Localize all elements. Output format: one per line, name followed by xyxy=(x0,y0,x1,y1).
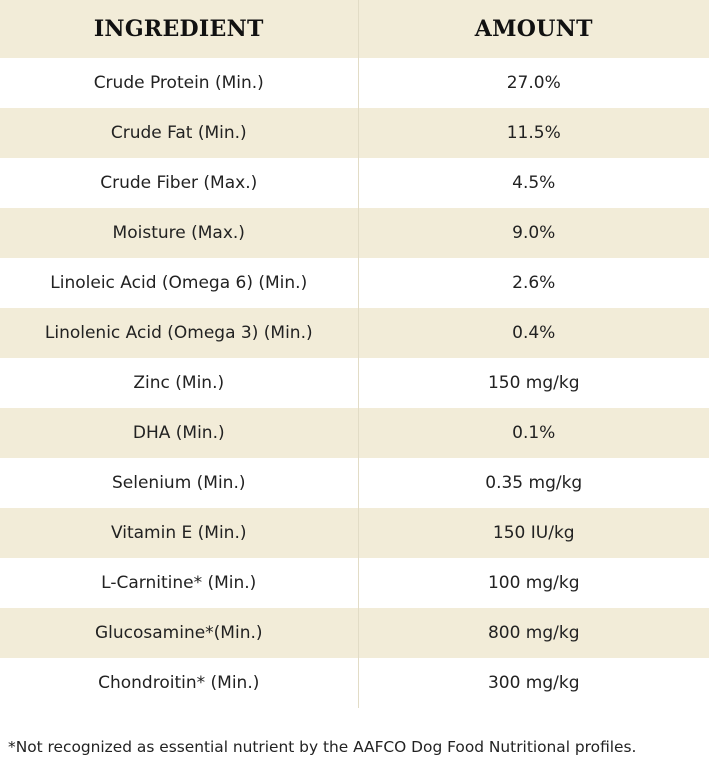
amount-cell: 800 mg/kg xyxy=(358,608,709,658)
table-row xyxy=(0,158,709,208)
table-row xyxy=(0,458,709,508)
amount-cell: 100 mg/kg xyxy=(358,558,709,608)
amount-cell: 150 IU/kg xyxy=(358,508,709,558)
ingredient-cell: DHA (Min.) xyxy=(0,408,358,458)
amount-cell: 2.6% xyxy=(358,258,709,308)
table-row xyxy=(0,108,709,158)
header-amount: AMOUNT xyxy=(358,0,709,58)
amount-cell: 0.4% xyxy=(358,308,709,358)
ingredient-cell: Linolenic Acid (Omega 3) (Min.) xyxy=(0,308,358,358)
amount-cell: 4.5% xyxy=(358,158,709,208)
table-row xyxy=(0,358,709,408)
ingredient-cell: Crude Protein (Min.) xyxy=(0,58,358,108)
ingredient-cell: Vitamin E (Min.) xyxy=(0,508,358,558)
amount-cell: 300 mg/kg xyxy=(358,658,709,708)
ingredient-cell: Moisture (Max.) xyxy=(0,208,358,258)
amount-cell: 27.0% xyxy=(358,58,709,108)
table-row xyxy=(0,208,709,258)
table-header-row xyxy=(0,0,709,58)
table-row xyxy=(0,508,709,558)
ingredient-cell: L-Carnitine* (Min.) xyxy=(0,558,358,608)
table-row xyxy=(0,558,709,608)
footnote: *Not recognized as essential nutrient by the AAFCO Dog Food Nutritional profiles. xyxy=(8,738,637,756)
ingredient-cell: Chondroitin* (Min.) xyxy=(0,658,358,708)
table-row xyxy=(0,608,709,658)
header-ingredient: INGREDIENT xyxy=(0,0,358,58)
amount-cell: 150 mg/kg xyxy=(358,358,709,408)
ingredient-cell: Glucosamine*(Min.) xyxy=(0,608,358,658)
table-row xyxy=(0,408,709,458)
ingredient-cell: Crude Fiber (Max.) xyxy=(0,158,358,208)
ingredient-cell: Linoleic Acid (Omega 6) (Min.) xyxy=(0,258,358,308)
table-row xyxy=(0,308,709,358)
table-row xyxy=(0,58,709,108)
amount-cell: 0.1% xyxy=(358,408,709,458)
ingredient-cell: Crude Fat (Min.) xyxy=(0,108,358,158)
table-row xyxy=(0,658,709,708)
amount-cell: 11.5% xyxy=(358,108,709,158)
ingredient-cell: Zinc (Min.) xyxy=(0,358,358,408)
amount-cell: 9.0% xyxy=(358,208,709,258)
ingredient-cell: Selenium (Min.) xyxy=(0,458,358,508)
table-row xyxy=(0,258,709,308)
amount-cell: 0.35 mg/kg xyxy=(358,458,709,508)
